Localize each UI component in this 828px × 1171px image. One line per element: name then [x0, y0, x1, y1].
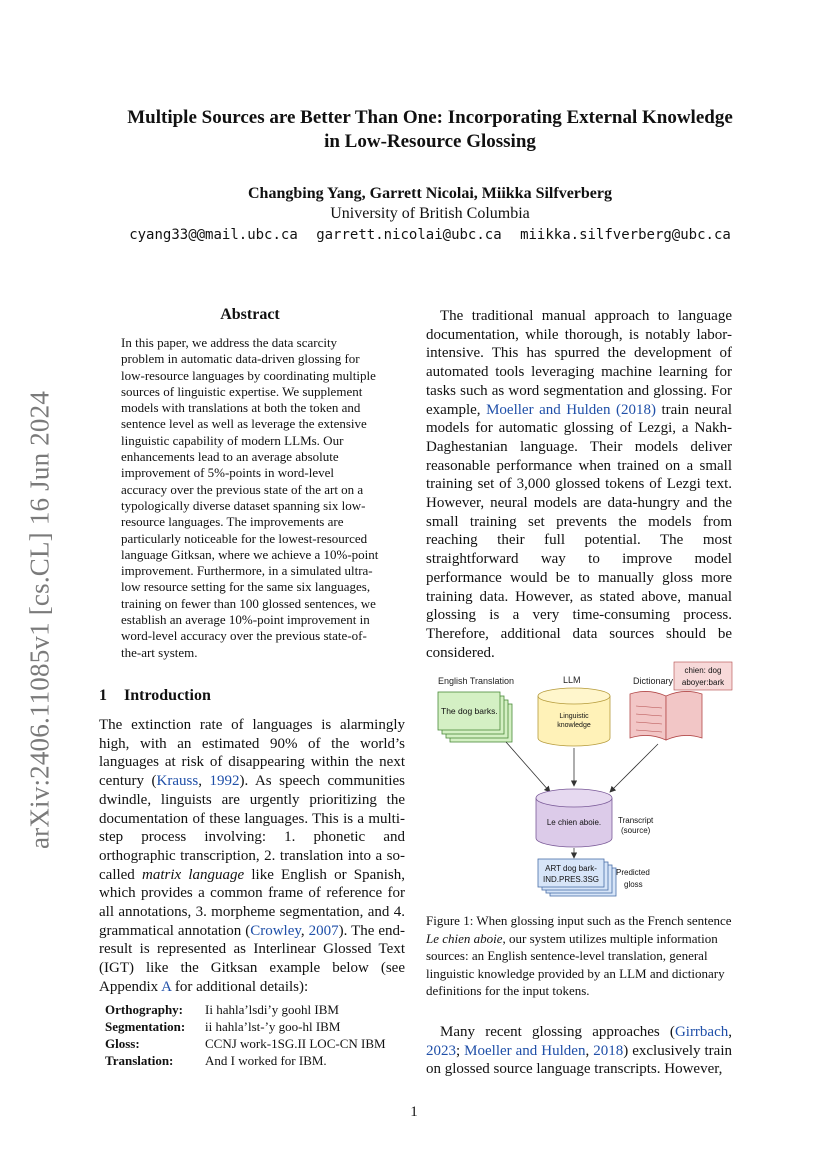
- appendix-link[interactable]: A: [161, 978, 172, 995]
- abstract-text: In this paper, we address the data scarcity problem in automatic data-driven glossing for low-resource languages by coordinating multiple sources of linguistic expertise. We supplement models with translations at both the token and sentence level as well as leverage the extensive linguistic capability of modern LLMs. Our enhancements lead to an average absolute improvement of 5%-points in word-level accuracy over the previous state of the art on a typologically diverse dataset spanning six low-resource languages. The improvements are particularly noticeable for the lowest-resourced language Gitksan, where we achieve a 10%-point improvement. Furthermore, in a simulated ultra-low resource setting for the same six languages, training on fewer than 100 glossed sentences, we establish an average 10%-point improvement in word-level accuracy over the previous state-of-the-art system.: [121, 335, 379, 660]
- section-number: 1: [99, 687, 107, 704]
- author-list: Changbing Yang, Garrett Nicolai, Miikka Silfverberg: [248, 185, 612, 202]
- page-number: 1: [410, 1104, 418, 1120]
- llm-text-line2: knowledge: [557, 722, 591, 729]
- citation-link-krauss-year[interactable]: 1992: [209, 773, 240, 790]
- igt-example-table: [105, 1002, 386, 1070]
- igt-label: Segmentation:: [105, 1019, 186, 1034]
- dictionary-entry-2: aboyer:bark: [681, 678, 725, 687]
- igt-row: [105, 1036, 386, 1053]
- llm-database-icon: [538, 688, 610, 746]
- predicted-gloss-line2: IND.PRES.3SG: [542, 875, 600, 884]
- section-heading-introduction: [99, 687, 211, 705]
- citation-link-crowley-year[interactable]: 2007: [308, 922, 339, 939]
- abstract-heading: Abstract: [220, 306, 280, 323]
- translation-text: The dog barks.: [441, 706, 498, 716]
- body-paragraph-1: The traditional manual approach to language documentation, while thorough, is notably labor-intensive. This has spurred the development of automated tools leveraging machine learning for tasks such as word segmentation and glossing. For example, Moeller and Hulden (2018) train neural models for automatic glossing of Lezgi, a Nakh-Daghestanian language. Their models deliver reasonable performance when trained on a small training set of 3,000 glossed tokens of Lezgi text. However, neural models are data-hungry and the small training set prevents the models from reaching their full potential. The most straightforward way to improve model performance would be to manually gloss more training data. However, as stated above, manual glossing is a very time-consuming process. Therefore, additional data sources should be considered.: [426, 308, 733, 661]
- igt-value: And I worked for IBM.: [205, 1053, 327, 1068]
- llm-text-line1: Linguistic: [559, 713, 589, 720]
- section-title: Introduction: [124, 687, 211, 704]
- dictionary-entry-1: chien: dog: [684, 666, 722, 675]
- citation-link-moeller-2-year[interactable]: 2018: [593, 1042, 624, 1059]
- predicted-label-line2: gloss: [624, 880, 643, 889]
- predicted-gloss-line1: ART dog bark-: [545, 864, 597, 873]
- figure-caption: Figure 1: When glossing input such as the French sentence Le chien aboie, our system utilizes multiple information sources: an English sentence-level translation, general linguistic knowledge provided by an LLM and dictionary definitions for the input tokens.: [426, 913, 732, 998]
- transcript-database-icon: [536, 789, 612, 847]
- paper-title: [60, 106, 800, 154]
- citation-link-moeller-2[interactable]: Moeller and Hulden: [464, 1042, 586, 1059]
- label-english-translation: English Translation: [438, 676, 515, 686]
- transcript-label-line1: Transcript: [618, 816, 654, 825]
- translation-document-stack: [438, 692, 512, 742]
- affiliation: University of British Columbia: [330, 205, 530, 222]
- caption-example-sentence: Le chien aboie: [426, 930, 503, 946]
- igt-row: [105, 1053, 386, 1070]
- title-line-1: Multiple Sources are Better Than One: Incorporating External Knowledge: [127, 107, 733, 128]
- matrix-language-term: matrix language: [142, 866, 245, 883]
- igt-row: [105, 1019, 386, 1036]
- predicted-gloss-document-stack: [538, 859, 616, 896]
- igt-value: Ii hahla’lsdi’y goohl IBM: [205, 1002, 339, 1017]
- igt-value: CCNJ work-1SG.II LOC-CN IBM: [205, 1036, 386, 1051]
- citation-link-moeller[interactable]: Moeller and Hulden: [486, 401, 611, 418]
- label-dictionary: Dictionary: [633, 676, 674, 686]
- email-1[interactable]: cyang33@@mail.ubc.ca: [129, 227, 298, 243]
- email-2[interactable]: garrett.nicolai@ubc.ca: [316, 227, 502, 243]
- email-3[interactable]: miikka.silfverberg@ubc.ca: [520, 227, 731, 243]
- igt-label: Translation:: [105, 1053, 174, 1068]
- arxiv-side-stamp: arXiv:2406.11085v1 [cs.CL] 16 Jun 2024: [24, 390, 55, 850]
- predicted-label-line1: Predicted: [616, 868, 650, 877]
- figure-1-diagram: [426, 660, 736, 900]
- title-line-2: in Low-Resource Glossing: [324, 131, 536, 152]
- email-list: [60, 227, 800, 243]
- igt-label: Gloss:: [105, 1036, 140, 1051]
- citation-link-girrbach-year[interactable]: 2023: [426, 1042, 456, 1059]
- label-llm: LLM: [563, 675, 581, 685]
- dictionary-book-icon: [630, 662, 732, 740]
- body-paragraph-2: Many recent glossing approaches (Girrbach, 2023; Moeller and Hulden, 2018) exclusively train on glossed source language transcripts. However,: [426, 1024, 733, 1078]
- igt-row: [105, 1002, 386, 1019]
- arrow-dictionary-to-transcript: [610, 744, 658, 792]
- transcript-label-line2: (source): [621, 826, 651, 835]
- igt-label: Orthography:: [105, 1002, 183, 1017]
- introduction-paragraph: The extinction rate of languages is alarmingly high, with an estimated 90% of the world’s languages at risk of disappearing within the next century (Krauss, 1992). As speech communities dwindle, linguists are urgently prioritizing the documentation of these languages. This is a multi-step process involving: 1. phonetic and orthographic transcription, 2. translation into a so-called matrix language like English or Spanish, which provides a common frame of reference for all annotations, 3. morpheme segmentation, and 4. grammatical annotation (Crowley, 2007). The end-result is represented as Interlinear Glossed Text (IGT) like the Gitksan example below (see Appendix A for additional details):: [99, 717, 406, 995]
- citation-link-crowley[interactable]: Crowley: [250, 922, 301, 939]
- citation-link-moeller-year[interactable]: (2018): [615, 401, 656, 418]
- citation-link-krauss[interactable]: Krauss: [156, 773, 199, 790]
- citation-link-girrbach[interactable]: Girrbach: [674, 1024, 729, 1040]
- igt-value: ii hahla’lst-’y goo-hl IBM: [205, 1019, 341, 1034]
- arrow-translation-to-transcript: [506, 742, 550, 792]
- source-sentence: Le chien aboie.: [546, 818, 602, 827]
